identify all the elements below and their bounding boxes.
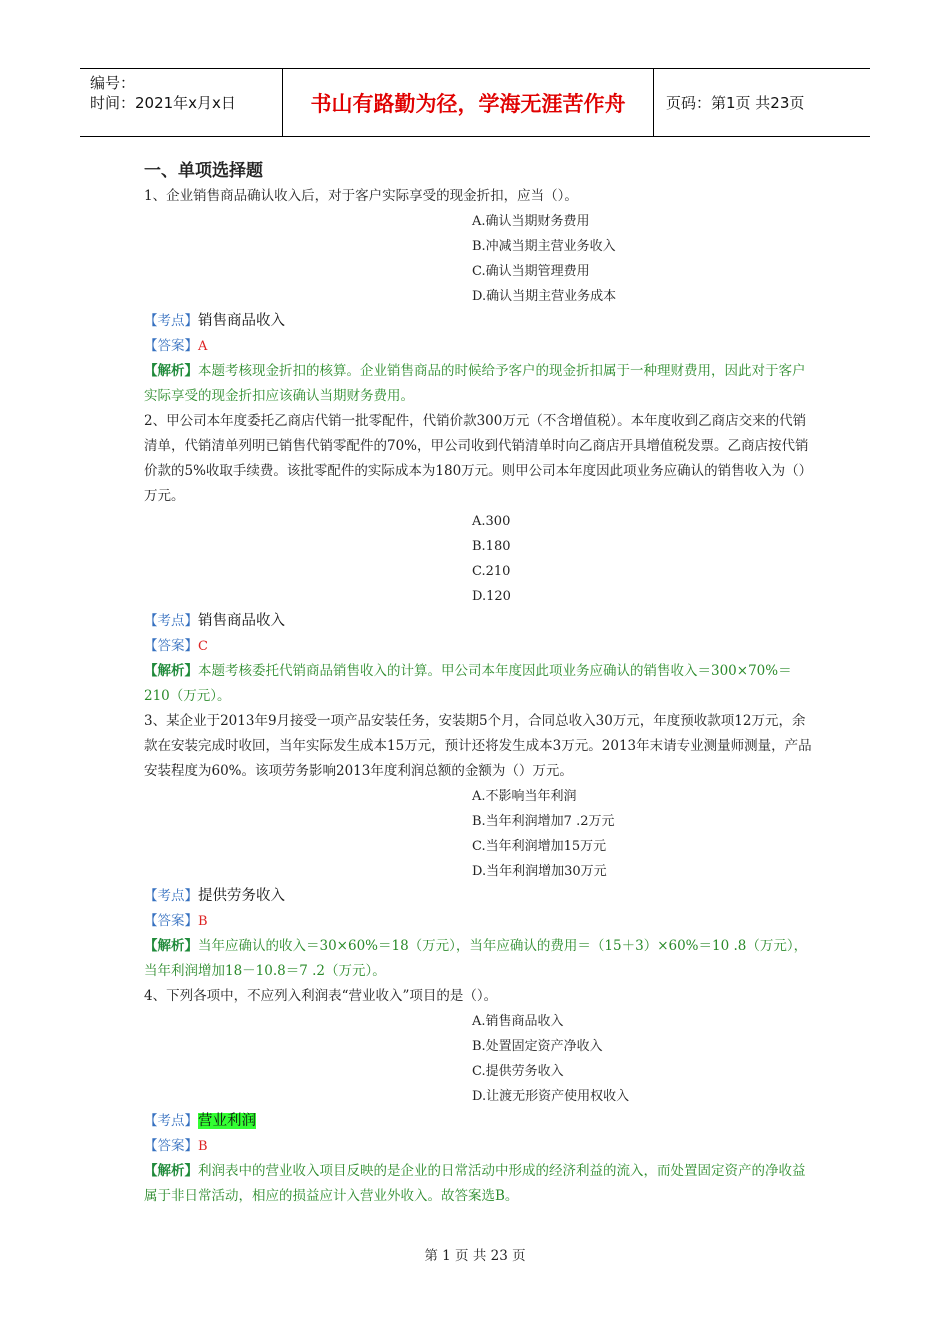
- analysis-label: 【解析】: [144, 363, 198, 379]
- analysis: [144, 359, 814, 409]
- answer-text: B: [198, 1139, 208, 1154]
- answer: [144, 909, 814, 934]
- answer: [144, 1134, 814, 1159]
- knowledge-point-text: 销售商品收入: [198, 313, 285, 329]
- option-a: A.不影响当年利润: [472, 789, 577, 804]
- answer-text: C: [198, 639, 208, 654]
- analysis-text: 当年应确认的收入＝30×60%＝18（万元），当年应确认的费用＝（15＋3）×60%＝10 .8（万元），当年利润增加18－10.8＝7 .2（万元）。: [144, 938, 808, 979]
- option-d: D.当年利润增加30万元: [472, 864, 607, 879]
- answer-label: 【答案】: [144, 338, 198, 354]
- analysis: [144, 934, 814, 984]
- option-c: C.210: [472, 564, 511, 579]
- question-4: [144, 984, 814, 1209]
- option-d: D.让渡无形资产使用权收入: [472, 1089, 630, 1104]
- answer-text: A: [198, 339, 208, 354]
- question-3: [144, 709, 814, 984]
- option-a: A.300: [472, 514, 511, 529]
- page-header: [80, 68, 870, 137]
- number-label: 编号：: [90, 74, 136, 92]
- analysis-label: 【解析】: [144, 1163, 198, 1179]
- analysis: [144, 1159, 814, 1209]
- page-footer: 第 1 页 共 23 页: [424, 1248, 526, 1264]
- analysis-label: 【解析】: [144, 663, 198, 679]
- answer: [144, 634, 814, 659]
- knowledge-point-text: 销售商品收入: [198, 613, 285, 629]
- analysis-label: 【解析】: [144, 938, 198, 954]
- option-d: D.确认当期主营业务成本: [472, 289, 617, 304]
- knowledge-point: [144, 309, 814, 334]
- option-b: B.180: [472, 539, 511, 554]
- option-b: B.处置固定资产净收入: [472, 1039, 603, 1054]
- answer-text: B: [198, 914, 208, 929]
- question-stem: 4、下列各项中，不应列入利润表“营业收入”项目的是（）。: [144, 988, 498, 1004]
- answer: [144, 334, 814, 359]
- knowledge-point: [144, 884, 814, 909]
- time-label: 时间：2021年x月x日: [90, 94, 236, 112]
- analysis-text: 本题考核现金折扣的核算。企业销售商品的时候给予客户的现金折扣属于一种理财费用，因此对于客户实际享受的现金折扣应该确认当期财务费用。: [144, 363, 806, 404]
- page-info: 页码：第1页 共23页: [666, 94, 805, 112]
- option-d: D.120: [472, 589, 511, 604]
- document-body: [144, 158, 814, 1209]
- question-stem: 1、企业销售商品确认收入后，对于客户实际享受的现金折扣，应当（）。: [144, 188, 578, 204]
- kaodian-label: 【考点】: [144, 613, 198, 629]
- section-title: 一、单项选择题: [144, 161, 263, 181]
- analysis-text: 本题考核委托代销商品销售收入的计算。甲公司本年度因此项业务应确认的销售收入＝300×70%＝210（万元）。: [144, 663, 792, 704]
- question-stem: 2、甲公司本年度委托乙商店代销一批零配件，代销价款300万元（不含增值税）。本年度收到乙商店交来的代销清单，代销清单列明已销售代销零配件的70%，甲公司收到代销清单时向乙商店开具增值税发票。乙商店按代销价款的5%收取手续费。该批零配件的实际成本为180万元。则甲公司本年度因此项业务应确认的销售收入为（）万元。: [144, 413, 813, 504]
- question-stem: 3、某企业于2013年9月接受一项产品安装任务，安装期5个月，合同总收入30万元，年度预收款项12万元，余款在安装完成时收回，当年实际发生成本15万元，预计还将发生成本3万元。2013年末请专业测量师测量，产品安装程度为60%。该项劳务影响2013年度利润总额的金额为（）万元。: [144, 713, 812, 779]
- option-b: B.当年利润增加7 .2万元: [472, 814, 615, 829]
- analysis-text: 利润表中的营业收入项目反映的是企业的日常活动中形成的经济利益的流入，而处置固定资产的净收益属于非日常活动，相应的损益应计入营业外收入。故答案选B。: [144, 1163, 806, 1204]
- knowledge-point-text: 营业利润: [198, 1113, 256, 1129]
- option-a: A.销售商品收入: [472, 1014, 564, 1029]
- question-1: [144, 184, 814, 409]
- option-b: B.冲减当期主营业务收入: [472, 239, 616, 254]
- kaodian-label: 【考点】: [144, 313, 198, 329]
- option-c: C.提供劳务收入: [472, 1064, 564, 1079]
- knowledge-point: [144, 1109, 814, 1134]
- header-motto: 书山有路勤为径，学海无涯苦作舟: [282, 69, 654, 136]
- knowledge-point-text: 提供劳务收入: [198, 888, 285, 904]
- answer-label: 【答案】: [144, 638, 198, 654]
- option-a: A.确认当期财务费用: [472, 214, 590, 229]
- analysis: [144, 659, 814, 709]
- option-c: C.当年利润增加15万元: [472, 839, 607, 854]
- answer-label: 【答案】: [144, 913, 198, 929]
- header-meta: [80, 69, 282, 136]
- option-c: C.确认当期管理费用: [472, 264, 590, 279]
- kaodian-label: 【考点】: [144, 888, 198, 904]
- knowledge-point: [144, 609, 814, 634]
- question-2: [144, 409, 814, 709]
- answer-label: 【答案】: [144, 1138, 198, 1154]
- kaodian-label: 【考点】: [144, 1113, 198, 1129]
